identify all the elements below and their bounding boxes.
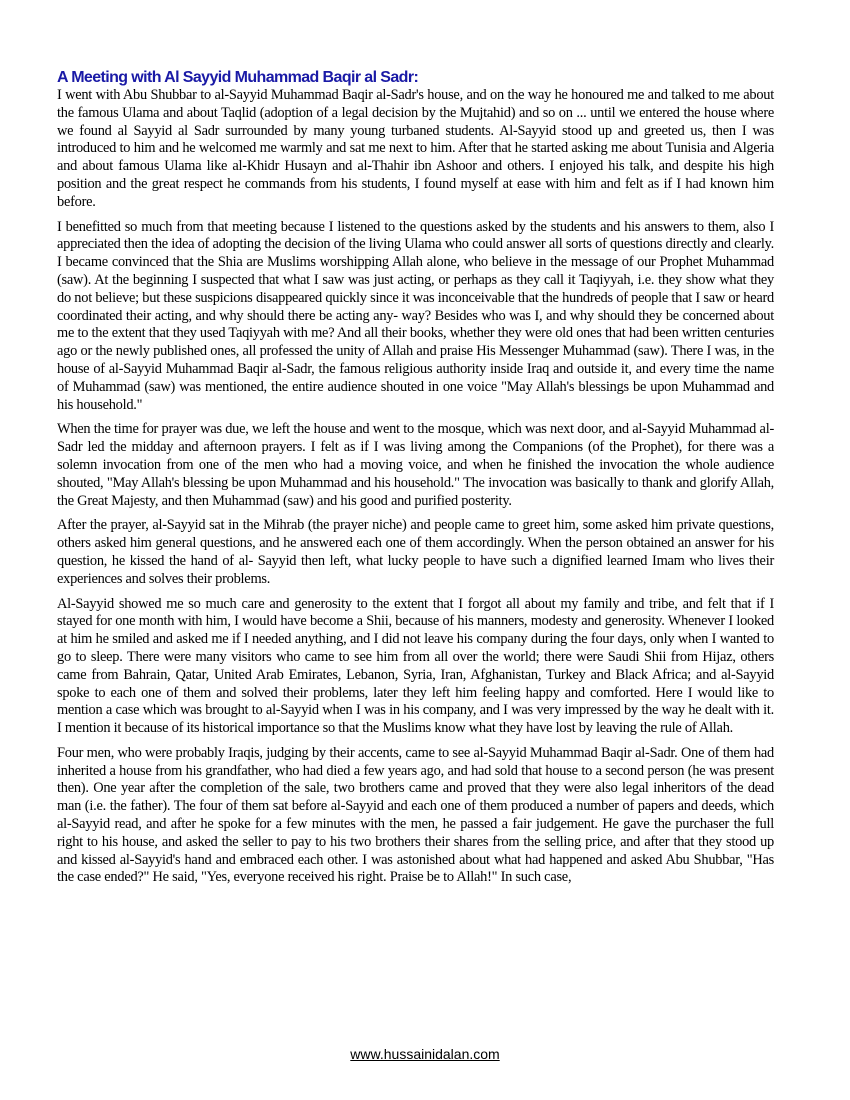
- paragraph: When the time for prayer was due, we left the house and went to the mosque, which was next door, and al-Sayyid Muhammad al-Sadr led the midday and afternoon prayers. I felt as if I was living among the Companions (of the Prophet), for there was a solemn invocation from one of the men who had a moving voice, and when he finished the invocation the whole audience shouted, "May Allah's blessing be upon Muhammad and his household." The invocation was basically to thank and glorify Allah, the Great Majesty, and then Muhammad (saw) and his good and purified posterity.: [57, 421, 774, 509]
- section-heading: A Meeting with Al Sayyid Muhammad Baqir al Sadr:: [57, 69, 419, 86]
- paragraph: I went with Abu Shubbar to al-Sayyid Muhammad Baqir al-Sadr's house, and on the way he honoured me and talked to me about the famous Ulama and about Taqlid (adoption of a legal decision by the Mujtahid) and so on ... until we entered the house where we found al Sayyid al Sadr surrounded by many young turbaned students. Al-Sayyid stood up and greeted us, then I was introduced to him and he welcomed me warmly and sat me next to him. After that he started asking me about Tunisia and Algeria and about famous Ulama like al-Khidr Husayn and al-Thahir ibn Ashoor and others. I enjoyed his talk, and despite his high position and the great respect he commands from his students, I found myself at ease with him and felt as if I had known him before.: [57, 87, 774, 210]
- paragraph: Al-Sayyid showed me so much care and generosity to the extent that I forgot all about my family and tribe, and felt that if I stayed for one month with him, I would have become a Shii, because of his manners, modesty and generosity. Whenever I looked at him he smiled and asked me if I needed anything, and I did not leave his company during the four days, only when I wanted to go to sleep. There were many visitors who came to see him from all over the world; there were Saudi Shii from Hijaz, others came from Bahrain, Qatar, United Arab Emirates, Lebanon, Syria, Iran, Afghanistan, Turkey and Black Africa; and al-Sayyid spoke to each one of them and solved their problems, later they left him feeling happy and comforted. Here I would like to mention a case which was brought to al-Sayyid when I was in his company, and I was very impressed by the way he dealt with it. I mention it because of its historical importance so that the Muslims know what they have lost by leaving the rule of Allah.: [57, 595, 774, 737]
- paragraph: I benefitted so much from that meeting because I listened to the questions asked by the students and his answers to them, also I appreciated then the idea of adopting the decision of the living Ulama who could answer all sorts of questions directly and clearly. I became convinced that the Shia are Muslims worshipping Allah alone, who believe in the message of our Prophet Muhammad (saw). At the beginning I suspected that what I saw was just acting, or perhaps as they call it Taqiyyah, i.e. they show what they do not believe; but these suspicions disappeared quickly since it was inconceivable that the hundreds of people that I saw or heard coordinated their acting, and why should there be acting any- way? Besides who was I, and why should they be concerned about me to the extent that they used Taqiyyah with me? And all their books, whether they were old ones that had been written centuries ago or the newly published ones, all professed the unity of Allah and praise His Messenger Muhammad (saw). There I was, in the house of al-Sayyid Muhammad Baqir al-Sadr, the famous religious authority inside Iraq and outside it, and every time the name of Muhammad (saw) was mentioned, the entire audience shouted in one voice "May Allah's blessings be upon Muhammad and his household.": [57, 218, 774, 413]
- paragraph: Four men, who were probably Iraqis, judging by their accents, came to see al-Sayyid Muhammad Baqir al-Sadr. One of them had inherited a house from his grandfather, who had died a few years ago, and had sold that house to a second person (he was present then). One year after the completion of the sale, two brothers came and proved that they were also legal inheritors of the dead man (i.e. the father). The four of them sat before al-Sayyid and each one of them produced a number of papers and deeds, which al-Sayyid read, and after he spoke for a few minutes with the men, he passed a fair judgement. He gave the purchaser the full right to his house, and asked the seller to pay to his two brothers their shares from the selling price, and after that they stood up and kissed al-Sayyid's hand and embraced each other. I was astonished about what had happened and asked Abu Shubbar, "Has the case ended?" He said, "Yes, everyone received his right. Praise be to Allah!" In such case,: [57, 744, 774, 886]
- paragraph: After the prayer, al-Sayyid sat in the Mihrab (the prayer niche) and people came to greet him, some asked him private questions, others asked him general questions, and he answered each one of them accordingly. When the person obtained an answer for his question, he kissed the hand of al- Sayyid then left, what lucky people to have such a dignified learned Imam who lives their experiences and solves their problems.: [57, 517, 774, 587]
- footer-url: www.hussainidalan.com: [350, 1046, 500, 1062]
- document-body: [57, 69, 774, 894]
- page-footer: [0, 1046, 850, 1062]
